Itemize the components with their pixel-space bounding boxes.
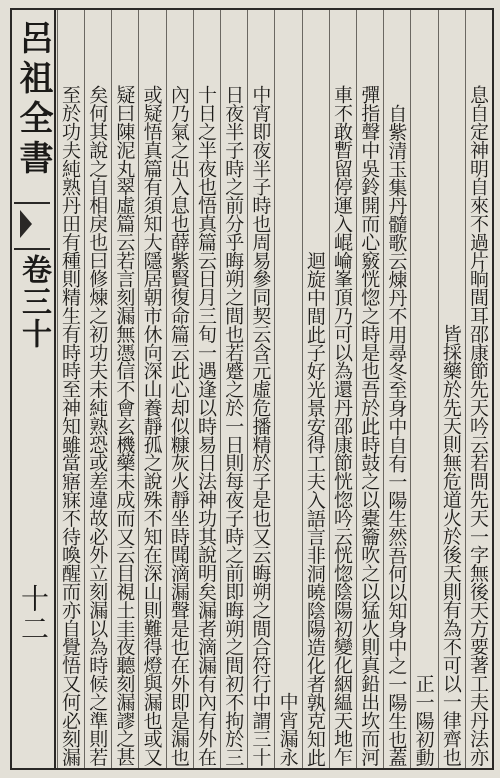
fishtail-mark-icon bbox=[14, 202, 50, 250]
text-body bbox=[56, 10, 492, 768]
text-line: 日夜半子時之前分乎晦朔之間也若蹙之於一日則每夜子時之前即晦朔之間初不拘於三 bbox=[222, 85, 245, 766]
text-line: 車不敢暫留停運入崐崘峯頂乃可以為還丹邵康節恍惚吟云恍惚陰陽初變化絪緼天地乍 bbox=[331, 85, 353, 766]
page-margin-banner bbox=[12, 10, 56, 768]
section-heading: 中宵漏永 bbox=[276, 692, 299, 766]
text-column bbox=[111, 10, 138, 768]
text-column bbox=[166, 10, 193, 768]
text-column bbox=[220, 10, 247, 768]
text-line: 疑曰陳泥丸翠虛篇云若言刻漏無憑信不會玄機藥未成而又云目視土圭夜聽刻漏謬之甚 bbox=[113, 85, 136, 766]
section-heading-column bbox=[274, 10, 301, 768]
text-column bbox=[193, 10, 220, 768]
text-line: 十日之半夜也悟真篇云日月三旬一遇逢以時易日法神功其說明矣漏者滴漏有內有外在 bbox=[195, 85, 217, 766]
text-column bbox=[356, 10, 383, 768]
section-heading: 正一陽初動 bbox=[412, 673, 435, 766]
text-column bbox=[138, 10, 165, 768]
text-column bbox=[329, 10, 356, 768]
text-column bbox=[465, 10, 492, 768]
text-line: 中宵即夜半子時也周易參同契云含元虛危播精於子是也又云晦朔之間合符行中謂三十 bbox=[249, 85, 272, 766]
text-line: 彈指聲中吳鈴開而心竅恍惚之時是也吾於此時鼓之以橐籥吹之以猛火則真鉛出坎而河 bbox=[358, 85, 381, 766]
book-title: 呂祖全書 bbox=[13, 20, 53, 180]
text-column bbox=[247, 10, 274, 768]
text-line: 矣何其說之自相戾也曰修煉之初功夫未純熟恐或差違故必外立刻漏以為時候之準則若 bbox=[86, 85, 109, 766]
folio-number: 十二 bbox=[17, 584, 50, 644]
text-line: 息自定神明自來不過片晌間耳邵康節先天吟云若問先天一字無後天方要著工夫丹法亦 bbox=[467, 85, 489, 766]
text-line: 內乃氣之出入息也薛紫賢復命篇云此心却似糠灰火靜坐時聞滴漏聲是也在外即是漏也 bbox=[167, 85, 190, 766]
text-column bbox=[57, 10, 84, 768]
section-heading-column bbox=[410, 10, 437, 768]
text-column bbox=[383, 10, 410, 768]
text-column bbox=[84, 10, 111, 768]
text-line: 或疑悟真篇有須知大隱居朝市休向深山養靜孤之說殊不知在深山則難得燈與漏也或又 bbox=[140, 85, 163, 766]
text-line: 皆採藥於先天則無危道火於後天則有為不可以一律齊也 bbox=[439, 324, 462, 766]
text-line: 自紫清玉集丹髓歌云煉丹不用尋冬至身中自有一陽生然吾何以知身中之一陽生也蓋 bbox=[385, 103, 408, 766]
text-line: 迴旋中間此子好光景安得工夫入語言非洞曉陰陽造化者孰克知此 bbox=[303, 250, 326, 766]
text-column bbox=[438, 10, 465, 768]
text-line: 至於功夫純熟丹田有種則精生有時時至神知雖當寤寐不待喚醒而亦自覺悟又何必刻漏 bbox=[59, 85, 81, 766]
text-column bbox=[302, 10, 329, 768]
chapter-label: 卷三十 bbox=[16, 254, 51, 350]
